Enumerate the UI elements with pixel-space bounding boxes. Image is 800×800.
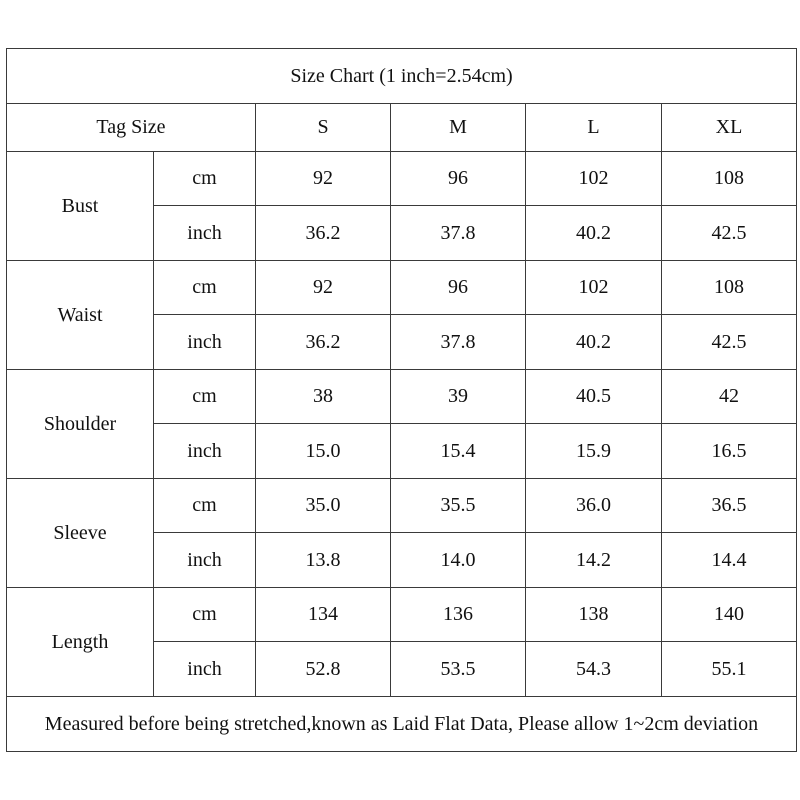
measurement-name-waist: Waist — [7, 261, 154, 370]
value-cell: 15.4 — [391, 424, 526, 479]
value-cell: 42 — [662, 370, 797, 424]
value-cell: 36.0 — [526, 479, 662, 533]
table-row — [7, 370, 797, 424]
value-cell: 13.8 — [256, 533, 391, 588]
value-cell: 96 — [391, 152, 526, 206]
table-row — [7, 152, 797, 206]
value-cell: 15.0 — [256, 424, 391, 479]
value-cell: 40.2 — [526, 206, 662, 261]
unit-label-inch: inch — [154, 642, 256, 697]
value-cell: 42.5 — [662, 206, 797, 261]
measurement-name-shoulder: Shoulder — [7, 370, 154, 479]
value-cell: 134 — [256, 588, 391, 642]
value-cell: 53.5 — [391, 642, 526, 697]
value-cell: 14.0 — [391, 533, 526, 588]
unit-label-inch: inch — [154, 533, 256, 588]
size-chart-table — [6, 48, 797, 752]
value-cell: 102 — [526, 152, 662, 206]
table-row — [7, 588, 797, 642]
value-cell: 35.0 — [256, 479, 391, 533]
value-cell: 52.8 — [256, 642, 391, 697]
size-header-xl: XL — [662, 104, 797, 152]
unit-label-cm: cm — [154, 588, 256, 642]
value-cell: 14.2 — [526, 533, 662, 588]
value-cell: 14.4 — [662, 533, 797, 588]
table-row — [7, 261, 797, 315]
measurement-name-sleeve: Sleeve — [7, 479, 154, 588]
value-cell: 36.5 — [662, 479, 797, 533]
header-row — [7, 104, 797, 152]
footer-note: Measured before being stretched,known as Laid Flat Data, Please allow 1~2cm deviation — [7, 697, 797, 752]
value-cell: 54.3 — [526, 642, 662, 697]
size-header-m: M — [391, 104, 526, 152]
value-cell: 92 — [256, 261, 391, 315]
value-cell: 36.2 — [256, 315, 391, 370]
value-cell: 36.2 — [256, 206, 391, 261]
unit-label-cm: cm — [154, 370, 256, 424]
chart-title: Size Chart (1 inch=2.54cm) — [7, 49, 797, 104]
size-header-s: S — [256, 104, 391, 152]
tag-size-label: Tag Size — [7, 104, 256, 152]
unit-label-cm: cm — [154, 261, 256, 315]
value-cell: 38 — [256, 370, 391, 424]
value-cell: 37.8 — [391, 315, 526, 370]
unit-label-inch: inch — [154, 315, 256, 370]
footer-row — [7, 697, 797, 752]
value-cell: 40.2 — [526, 315, 662, 370]
measurement-name-length: Length — [7, 588, 154, 697]
value-cell: 108 — [662, 261, 797, 315]
value-cell: 138 — [526, 588, 662, 642]
value-cell: 92 — [256, 152, 391, 206]
unit-label-cm: cm — [154, 152, 256, 206]
value-cell: 39 — [391, 370, 526, 424]
value-cell: 40.5 — [526, 370, 662, 424]
unit-label-inch: inch — [154, 206, 256, 261]
table-row — [7, 479, 797, 533]
value-cell: 108 — [662, 152, 797, 206]
unit-label-cm: cm — [154, 479, 256, 533]
size-header-l: L — [526, 104, 662, 152]
value-cell: 35.5 — [391, 479, 526, 533]
value-cell: 55.1 — [662, 642, 797, 697]
value-cell: 140 — [662, 588, 797, 642]
value-cell: 37.8 — [391, 206, 526, 261]
value-cell: 42.5 — [662, 315, 797, 370]
measurement-name-bust: Bust — [7, 152, 154, 261]
value-cell: 136 — [391, 588, 526, 642]
unit-label-inch: inch — [154, 424, 256, 479]
value-cell: 102 — [526, 261, 662, 315]
value-cell: 16.5 — [662, 424, 797, 479]
value-cell: 15.9 — [526, 424, 662, 479]
value-cell: 96 — [391, 261, 526, 315]
